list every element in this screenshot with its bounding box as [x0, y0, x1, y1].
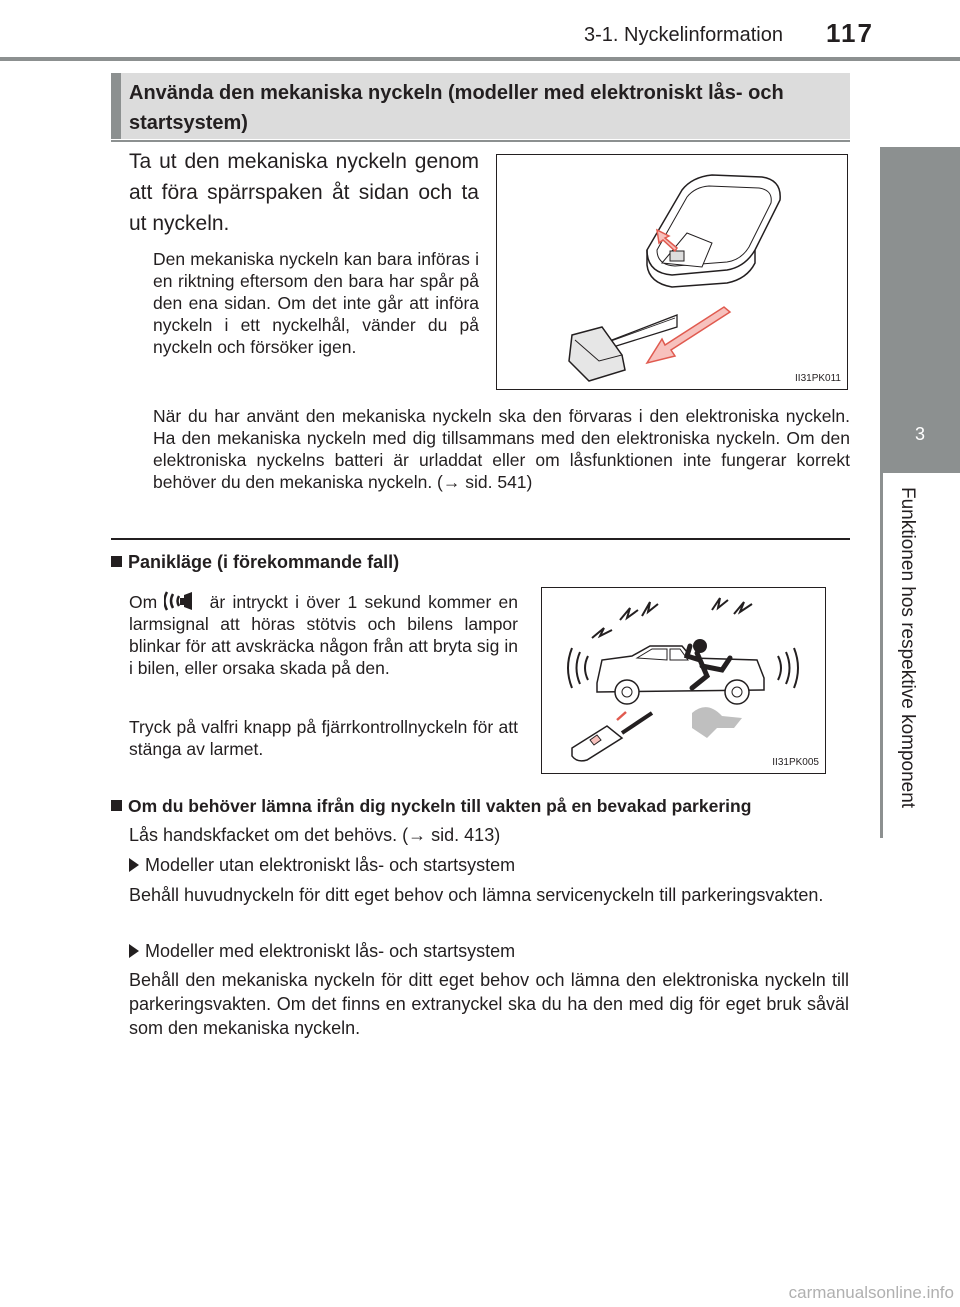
section-title: Använda den mekaniska nyckeln (modeller med elektroniskt lås- och startsystem)	[129, 82, 784, 134]
panic-text-post: är intryckt i över 1 sekund kommer en larmsignal att höras stötvis och bilens lampor blinkar för att avskräcka någon från att bryta sig in i bilen, eller orsaka skada på den.	[129, 592, 518, 678]
section-title-rule	[111, 140, 850, 142]
panic-heading-text: Panikläge (i förekommande fall)	[128, 552, 400, 572]
page-number: 117	[826, 18, 874, 48]
square-bullet-icon	[111, 556, 122, 567]
valet-text-2: Behåll den mekaniska nyckeln för ditt eget behov och lämna den elektroniska nyckeln till parkeringsvakten. Om det finns en extranyckel ska du ha den med dig för eget bruk såväl som den mekaniska nyckeln.	[129, 970, 849, 1038]
square-bullet-icon	[111, 800, 122, 811]
chapter-title-vertical: Funktionen hos respektive komponent	[897, 487, 918, 809]
header-rule	[0, 57, 960, 61]
panic-heading	[111, 552, 399, 573]
chapter-tab-upper	[880, 147, 960, 398]
valet-heading	[111, 796, 751, 817]
panic-text-pre: Om	[129, 592, 158, 612]
header-section-title: 3-1. Nyckelinformation	[584, 24, 783, 46]
panic-alarm-illustration	[542, 588, 824, 772]
triangle-bullet-icon	[129, 944, 139, 958]
panic-stop-text: Tryck på valfri knapp på fjärrkontrollnyckeln för att stänga av larmet.	[129, 717, 518, 759]
note-storage: När du har använt den mekaniska nyckeln ska den förvaras i den elektroniska nyckeln. Ha den mekaniska nyckeln med dig tillsammans med den elektroniska nyckeln. Om den elektroniska nyckelns batteri är urladdat eller om låsfunktionen inte fungerar korrekt behöver du den mekaniska nyckeln. (→ sid. 541)	[153, 406, 850, 492]
valet-sub-1-text: Modeller utan elektroniskt lås- och startsystem	[145, 855, 516, 875]
valet-line-1: Lås handskfacket om det behövs. (→ sid. 413)	[129, 825, 501, 845]
valet-sub-2-text: Modeller med elektroniskt lås- och startsystem	[145, 941, 516, 961]
note-key-direction: Den mekaniska nyckeln kan bara införas i en riktning eftersom den bara har spår på den ena sidan. Om det inte går att införa nyckeln i ett nyckelhål, vänder du på nyckeln och försöker igen.	[153, 249, 479, 357]
valet-heading-text: Om du behöver lämna ifrån dig nyckeln till vakten på en bevakad parkering	[128, 796, 752, 816]
section-separator	[111, 538, 850, 540]
chapter-number-text: 3	[914, 424, 925, 444]
instruction-text: Ta ut den mekaniska nyckeln genom att föra spärrspaken åt sidan och ta ut nyckeln.	[129, 150, 479, 235]
valet-sub-1	[129, 853, 515, 877]
watermark: carmanualsonline.info	[788, 1283, 954, 1302]
figure-key-removal	[496, 154, 848, 390]
valet-text-1: Behåll huvudnyckeln för ditt eget behov och lämna servicenyckeln till parkeringsvakten.	[129, 885, 824, 905]
triangle-bullet-icon	[129, 858, 139, 872]
valet-sub-2	[129, 939, 515, 963]
figure-panic-alarm	[541, 587, 826, 774]
panic-text	[129, 590, 518, 679]
figure-id-2: II31PK005	[772, 757, 819, 768]
figure-id: II31PK011	[795, 373, 841, 384]
smart-key-illustration	[497, 155, 846, 388]
panic-alarm-icon	[164, 590, 202, 610]
